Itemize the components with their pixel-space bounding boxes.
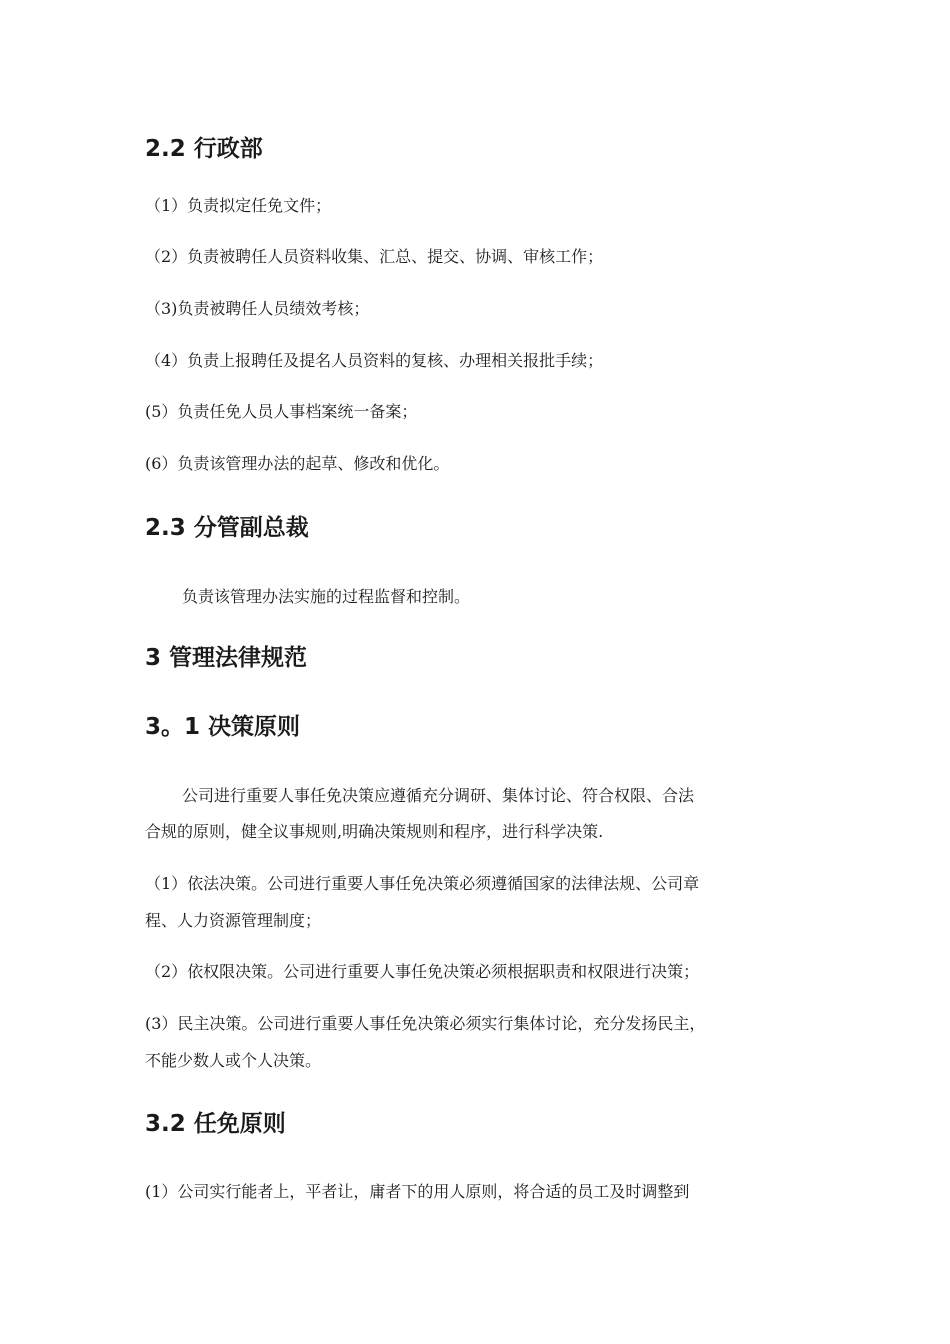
heading-3-1: 3。1 决策原则 [145,714,301,740]
paragraph-line: 合规的原则，健全议事规则,明确决策规则和程序，进行科学决策. [145,822,604,841]
list-item-line: 程、人力资源管理制度； [145,911,322,930]
list-item: （1）负责拟定任免文件； [145,196,332,215]
heading-2-2: 2.2 行政部 [145,136,263,162]
list-item-line: 不能少数人或个人决策。 [145,1051,322,1070]
heading-3-2: 3.2 任免原则 [145,1111,286,1137]
paragraph: 负责该管理办法实施的过程监督和控制。 [182,587,471,606]
paragraph-line: 公司进行重要人事任免决策应遵循充分调研、集体讨论、符合权限、合法 [182,786,695,805]
heading-2-3: 2.3 分管副总裁 [145,515,309,541]
list-item: （2）负责被聘任人员资料收集、汇总、提交、协调、审核工作； [145,247,604,266]
list-item: (6）负责该管理办法的起草、修改和优化。 [145,454,450,473]
heading-3: 3 管理法律规范 [145,645,308,671]
list-item: (5）负责任免人员人事档案统一备案； [145,402,418,421]
list-item-line: (3）民主决策。公司进行重要人事任免决策必须实行集体讨论，充分发扬民主， [145,1014,706,1033]
list-item: （2）依权限决策。公司进行重要人事任免决策必须根据职责和权限进行决策； [145,962,700,981]
list-item: （4）负责上报聘任及提名人员资料的复核、办理相关报批手续； [145,351,604,370]
list-item: （3)负责被聘任人员绩效考核； [145,299,370,318]
list-item-line: （1）依法决策。公司进行重要人事任免决策必须遵循国家的法律法规、公司章 [145,874,700,893]
list-item-line: (1）公司实行能者上，平者让，庸者下的用人原则，将合适的员工及时调整到 [145,1182,690,1201]
